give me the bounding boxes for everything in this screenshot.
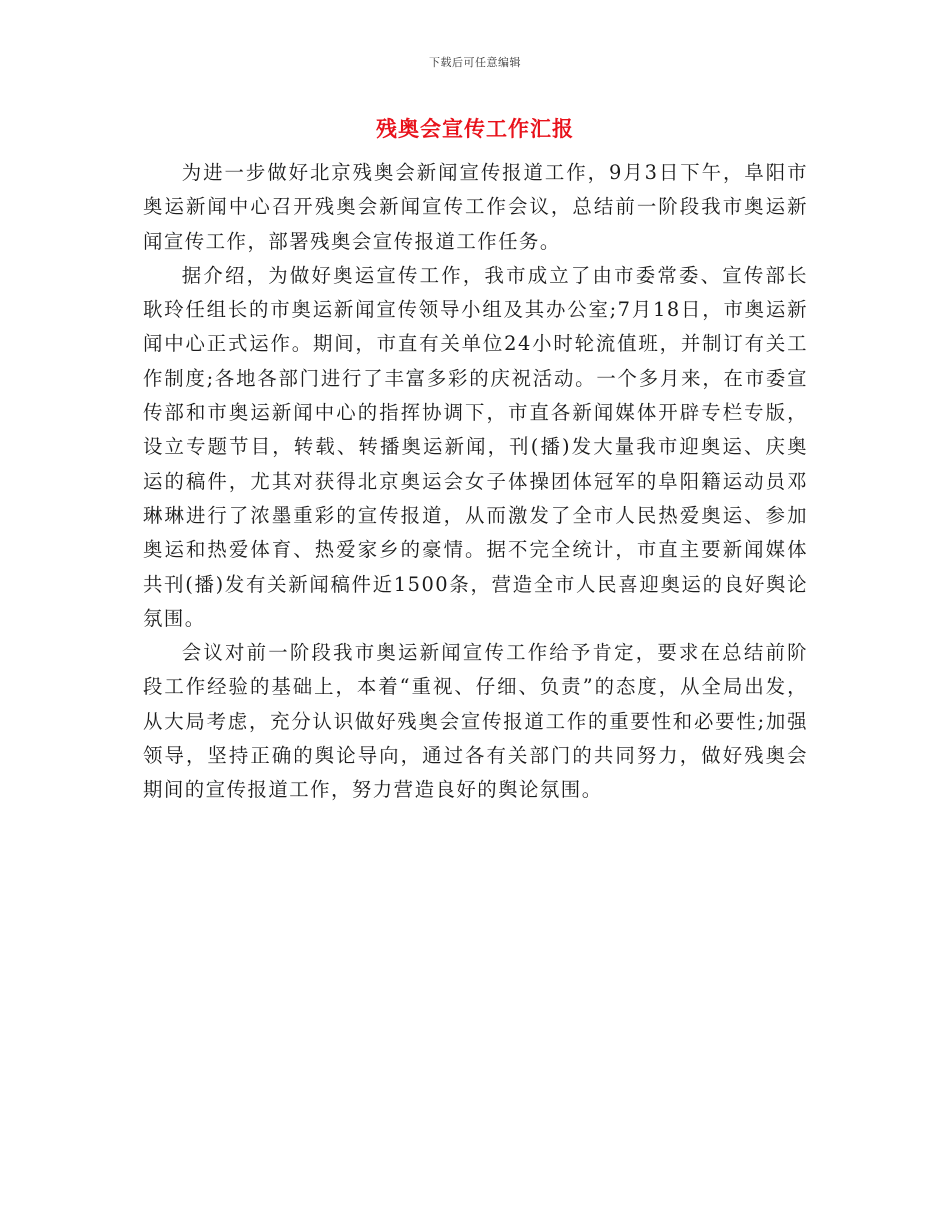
- paragraph-2: 据介绍，为做好奥运宣传工作，我市成立了由市委常委、宣传部长耿玲任组长的市奥运新闻宣传领导小组及其办公室;7月18日，市奥运新闻中心正式运作。期间，市直有关单位24小时轮流值班，并制订有关工作制度;各地各部门进行了丰富多彩的庆祝活动。一个多月来，在市委宣传部和市奥运新闻中心的指挥协调下，市直各新闻媒体开辟专栏专版，设立专题节目，转载、转播奥运新闻，刊(播)发大量我市迎奥运、庆奥运的稿件，尤其对获得北京奥运会女子体操团体冠军的阜阳籍运动员邓琳琳进行了浓墨重彩的宣传报道，从而激发了全市人民热爱奥运、参加奥运和热爱体育、热爱家乡的豪情。据不完全统计，市直主要新闻媒体共刊(播)发有关新闻稿件近1500条，营造全市人民喜迎奥运的良好舆论氛围。: [143, 263, 808, 630]
- paragraph-1: 为进一步做好北京残奥会新闻宣传报道工作，9月3日下午，阜阳市奥运新闻中心召开残奥会新闻宣传工作会议，总结前一阶段我市奥运新闻宣传工作，部署残奥会宣传报道工作任务。: [143, 161, 808, 253]
- header-note: 下载后可任意编辑: [429, 56, 521, 69]
- document-body: [143, 156, 808, 808]
- paragraph-3: 会议对前一阶段我市奥运新闻宣传工作给予肯定，要求在总结前阶段工作经验的基础上，本着“重视、仔细、负责”的态度，从全局出发，从大局考虑，充分认识做好残奥会宣传报道工作的重要性和必要性;加强领导，坚持正确的舆论导向，通过各有关部门的共同努力，做好残奥会期间的宣传报道工作，努力营造良好的舆论氛围。: [143, 641, 808, 802]
- document-title: 残奥会宣传工作汇报: [376, 116, 574, 141]
